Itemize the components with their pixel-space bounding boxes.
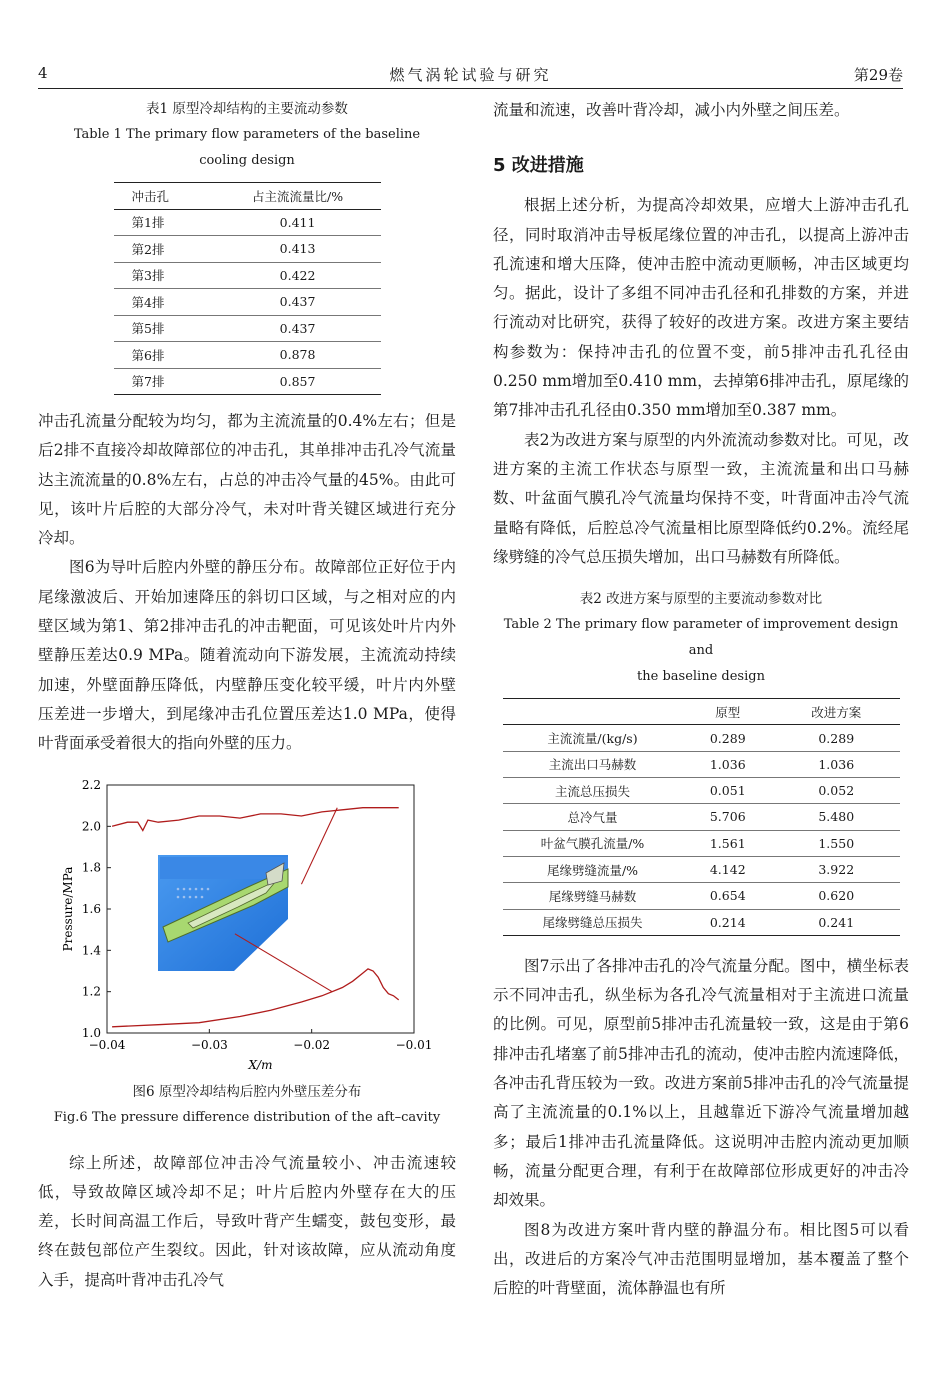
table1 <box>114 182 381 395</box>
table1-cell: 0.437 <box>215 289 381 316</box>
table-row <box>503 725 900 751</box>
table2-cell: 总冷气量 <box>503 804 683 830</box>
table2-cell: 主流流量/(kg/s) <box>503 725 683 751</box>
table2-cell: 1.036 <box>683 751 774 777</box>
table2-cell: 1.550 <box>773 830 899 856</box>
table2-cell: 叶盆气膜孔流量/% <box>503 830 683 856</box>
table1-cell: 第4排 <box>114 289 215 316</box>
x-tick-label: −0.02 <box>293 1037 331 1052</box>
table1-cell: 0.411 <box>215 209 381 236</box>
table-row <box>503 909 900 935</box>
left-column <box>38 96 456 1295</box>
table2-cell: 0.654 <box>683 883 774 909</box>
table2-cell: 1.036 <box>773 751 899 777</box>
figure6-chart <box>38 777 456 1077</box>
table1-cell: 0.422 <box>215 262 381 289</box>
journal-title: 燃气涡轮试验与研究 <box>389 66 552 84</box>
y-tick-label: 2.2 <box>81 777 101 792</box>
x-tick-label: −0.04 <box>88 1037 126 1052</box>
table1-cell: 第2排 <box>114 236 215 263</box>
table1-cell: 0.413 <box>215 236 381 263</box>
table2-cell: 主流总压损失 <box>503 778 683 804</box>
table1-cell: 0.437 <box>215 315 381 342</box>
table2-cell: 主流出口马赫数 <box>503 751 683 777</box>
series-line-1 <box>112 807 399 830</box>
table-row <box>114 262 381 289</box>
right-paragraph-4: 图8为改进方案叶背内壁的静温分布。相比图5可以看出，改进后的方案冷气冲击范围明显增加，基本覆盖了整个后腔的叶背壁面，流体静温也有所 <box>493 1220 909 1298</box>
table2-header <box>503 699 683 725</box>
table2-cell: 4.142 <box>683 856 774 882</box>
table-row <box>114 236 381 263</box>
table-row <box>114 209 381 236</box>
right-paragraph-1: 根据上述分析，为提高冷却效果，应增大上游冲击孔孔径，同时取消冲击导板尾缘位置的冲击孔，以提高上游冲击孔流速和增大压降，使冲击腔中流动更顺畅，冲击区域更均匀。据此，设计了多组不同冲击孔径和孔排数的方案，并进行流动对比研究，获得了较好的改进方案。改进方案主要结构参数为：保持冲击孔的位置不变，前5排冲击孔孔径由0.250 mm增加至0.410 mm，去掉第6排冲击孔，原尾缘的第7排冲击孔孔径由0.350 mm增加至0.387 mm。 <box>493 196 909 420</box>
y-tick-label: 1.6 <box>81 901 101 916</box>
table2-cell: 0.052 <box>773 778 899 804</box>
table-row <box>503 804 900 830</box>
table1-cell: 第6排 <box>114 342 215 369</box>
left-paragraph-2: 图6为导叶后腔内外壁的静压分布。故障部位正好位于内尾缘激波后、开始加速降压的斜切口区域，与之相对应的内壁区域为第1、第2排冲击孔的冲击靶面，可见该处叶片内外壁静压差达0.9 MPa。随着流动向下游发展，主流流动持续加速，外壁面静压降低，内壁静压变化较平缓，叶片内外壁压差进一步增大，到尾缘冲击孔位置压差达1.0 MPa，使得叶背面承受着很大的指向外壁的压力。 <box>38 558 456 753</box>
table2-caption-zh: 表2 改进方案与原型的主要流动参数对比 <box>579 591 823 608</box>
table1-cell: 第3排 <box>114 262 215 289</box>
table1-cell: 0.857 <box>215 368 381 395</box>
x-axis-label: X/m <box>248 1057 273 1072</box>
page-number: 4 <box>38 64 48 82</box>
table2-cell: 0.289 <box>773 725 899 751</box>
y-tick-label: 1.0 <box>81 1025 101 1040</box>
x-tick-label: −0.03 <box>190 1037 228 1052</box>
table1-cell: 0.878 <box>215 342 381 369</box>
table2-cell: 尾缘劈缝总压损失 <box>503 909 683 935</box>
table2-cell: 0.620 <box>773 883 899 909</box>
table2-cell: 5.480 <box>773 804 899 830</box>
y-tick-label: 2.0 <box>81 818 101 833</box>
table1-caption-en-1: Table 1 The primary flow parameters of the baseline <box>73 127 421 142</box>
table-row <box>114 289 381 316</box>
right-column <box>493 96 909 1303</box>
right-paragraph-3: 图7示出了各排冲击孔的冷气流量分配。图中，横坐标表示不同冲击孔，纵坐标为各孔冷气流量相对于主流进口流量的比例。可见，原型前5排冲击孔流量较一致，这是由于第6排冲击孔堵塞了前5排冲击孔的流动，使冲击腔内流速降低，各冲击孔背压较为一致。改进方案前5排冲击孔的冷气流量提高了主流流量的0.1%以上，且越靠近下游冷气流量增加越多；最后1排冲击孔流量降低。这说明冲击腔内流动更加顺畅，流量分配更合理，有利于在故障部位形成更好的冲击冷却效果。 <box>493 956 909 1210</box>
right-paragraph-0: 流量和流速，改善叶背冷却，减小内外壁之间压差。 <box>493 101 850 119</box>
table1-caption-en-2: cooling design <box>199 153 295 168</box>
table2-cell: 0.051 <box>683 778 774 804</box>
figure6-caption-en: Fig.6 The pressure difference distribution of the aft–cavity <box>53 1109 441 1125</box>
table2-cell: 0.241 <box>773 909 899 935</box>
y-axis-label: Pressure/MPa <box>61 866 75 951</box>
figure6 <box>38 777 456 1077</box>
figure6-caption-zh: 图6 原型冷却结构后腔内外壁压差分布 <box>132 1083 362 1100</box>
table1-cell: 第1排 <box>114 209 215 236</box>
table2-cell: 1.561 <box>683 830 774 856</box>
y-tick-label: 1.8 <box>81 860 101 875</box>
table1-header: 冲击孔 <box>114 183 215 210</box>
arrow-to-outer-wall <box>301 807 337 883</box>
table2-caption-en-2: the baseline design <box>637 669 765 685</box>
y-tick-label: 1.2 <box>81 984 101 999</box>
table-row <box>503 751 900 777</box>
table1-cell: 第7排 <box>114 368 215 395</box>
table-row <box>114 315 381 342</box>
section-heading: 5 改进措施 <box>493 155 584 177</box>
table-row <box>503 830 900 856</box>
page-header <box>38 62 903 89</box>
table-row <box>114 342 381 369</box>
table2-header: 改进方案 <box>773 699 899 725</box>
table1-caption-zh: 表1 原型冷却结构的主要流动参数 <box>146 101 348 117</box>
table-row <box>503 856 900 882</box>
left-paragraph-3: 综上所述，故障部位冲击冷气流量较小、冲击流速较低，导致故障区域冷却不足；叶片后腔内外壁存在大的压差，长时间高温工作后，导致叶背产生蠕变，鼓包变形，最终在鼓包部位产生裂纹。因此，针对该故障，应从流动角度入手，提高叶背冲击孔冷气 <box>38 1153 456 1289</box>
table1-header: 占主流流量比/% <box>215 183 381 210</box>
x-tick-label: −0.01 <box>395 1037 433 1052</box>
table2-cell: 0.214 <box>683 909 774 935</box>
table2-cell: 5.706 <box>683 804 774 830</box>
table1-cell: 第5排 <box>114 315 215 342</box>
arrow-to-inner-wall <box>235 933 332 991</box>
right-paragraph-2: 表2为改进方案与原型的内外流流动参数对比。可见，改进方案的主流工作状态与原型一致，主流流量和出口马赫数、叶盆面气膜孔冷气流量均保持不变，叶背面冲击冷气流量略有降低，后腔总冷气流量相比原型降低约0.2%。流经尾缘劈缝的冷气总压损失增加，出口马赫数有所降低。 <box>493 430 909 566</box>
table2-cell: 尾缘劈缝流量/% <box>503 856 683 882</box>
series-line-2 <box>112 968 399 1026</box>
table-row <box>503 778 900 804</box>
volume-label: 第29卷 <box>853 66 903 84</box>
table2-cell: 3.922 <box>773 856 899 882</box>
y-tick-label: 1.4 <box>81 942 101 957</box>
table2-caption-en-1: Table 2 The primary flow parameter of improvement design and <box>503 617 899 659</box>
table2-header: 原型 <box>683 699 774 725</box>
table2 <box>503 698 900 936</box>
left-paragraph-1: 冲击孔流量分配较为均匀，都为主流流量的0.4%左右；但是后2排不直接冷却故障部位的冲击孔，其单排冲击孔冷气流量达主流流量的0.8%左右，占总的冲击冷气量的45%。由此可见，该叶片后腔的大部分冷气，未对叶背关键区域进行充分冷却。 <box>38 412 456 548</box>
table-row <box>114 368 381 395</box>
table2-cell: 0.289 <box>683 725 774 751</box>
table2-cell: 尾缘劈缝马赫数 <box>503 883 683 909</box>
table-row <box>503 883 900 909</box>
